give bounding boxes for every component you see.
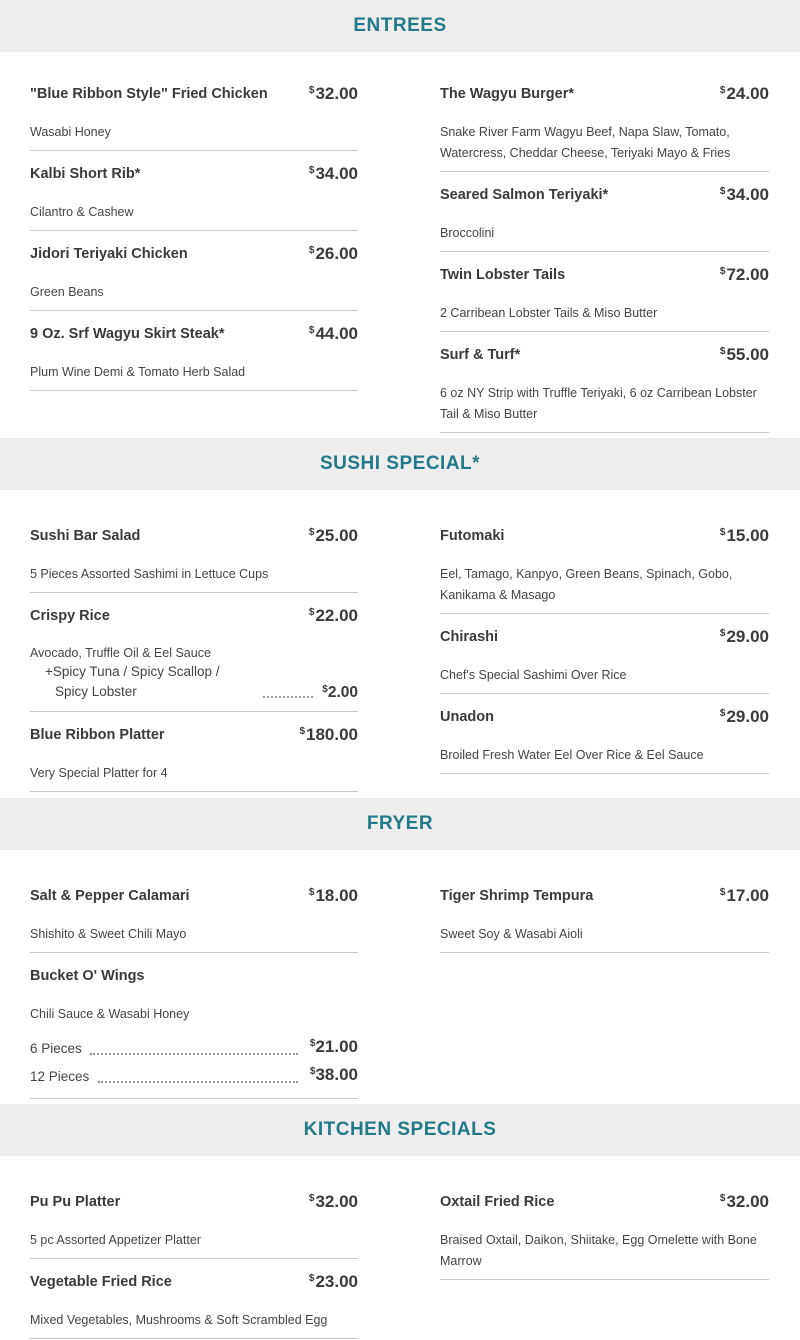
menu-item (30, 246, 358, 311)
item-price: $15.00 (719, 526, 769, 545)
item-name: Jidori Teriyaki Chicken (30, 246, 188, 262)
section-header-fryer (0, 798, 800, 850)
item-price: $18.00 (308, 886, 358, 905)
item-price: $29.00 (719, 627, 769, 646)
item-description: Broiled Fresh Water Eel Over Rice & Eel Sauce (440, 748, 704, 762)
section-header-entrees (0, 0, 800, 52)
item-name: Twin Lobster Tails (440, 267, 566, 283)
item-name: Futomaki (440, 528, 505, 544)
menu-item (30, 608, 358, 712)
size-option (30, 1063, 358, 1091)
item-price: $32.00 (308, 1192, 358, 1211)
menu-item (30, 968, 358, 1099)
dotted-leader (263, 696, 313, 698)
item-name: Pu Pu Platter (30, 1194, 121, 1210)
menu-item (440, 187, 769, 252)
item-name: Surf & Turf* (440, 347, 521, 363)
item-description: Sweet Soy & Wasabi Aioli (440, 927, 583, 941)
item-name: Chirashi (440, 629, 499, 645)
menu-item (30, 86, 358, 151)
section-title: SUSHI SPECIAL* (319, 453, 481, 474)
item-price: $32.00 (719, 1192, 769, 1211)
item-name: 9 Oz. Srf Wagyu Skirt Steak* (30, 326, 225, 342)
menu-item (30, 326, 358, 391)
size-price: $21.00 (309, 1037, 358, 1056)
item-price: $32.00 (308, 84, 358, 103)
item-price: $25.00 (308, 526, 358, 545)
item-description: Avocado, Truffle Oil & Eel Sauce (30, 646, 211, 660)
item-description: Very Special Platter for 4 (30, 766, 168, 780)
section-header-kitchen (0, 1104, 800, 1156)
item-addon: +Spicy Tuna / Spicy Scallop / Spicy Lobster $2.00 (45, 664, 358, 701)
item-description: Cilantro & Cashew (30, 205, 134, 219)
item-description: 5 pc Assorted Appetizer Platter (30, 1233, 201, 1247)
menu-item (440, 267, 769, 332)
item-name: Oxtail Fried Rice (440, 1194, 555, 1210)
menu-item (440, 86, 769, 172)
menu-item (30, 1194, 358, 1259)
item-description: Shishito & Sweet Chili Mayo (30, 927, 187, 941)
item-price: $72.00 (719, 265, 769, 284)
menu-item (30, 166, 358, 231)
item-description: Mixed Vegetables, Mushrooms & Soft Scrambled Egg (30, 1313, 328, 1327)
item-price: $34.00 (308, 164, 358, 183)
item-name: Kalbi Short Rib* (30, 166, 141, 182)
section-title: FRYER (366, 813, 434, 834)
item-description: Chili Sauce & Wasabi Honey (30, 1007, 190, 1021)
item-price: $17.00 (719, 886, 769, 905)
menu-item (440, 629, 769, 694)
item-description: 6 oz NY Strip with Truffle Teriyaki, 6 oz Carribean Lobster Tail & Miso Butter (440, 386, 757, 421)
menu-item (30, 528, 358, 593)
item-name: Tiger Shrimp Tempura (440, 888, 594, 904)
menu-item (440, 528, 769, 614)
item-name: Vegetable Fried Rice (30, 1274, 172, 1290)
item-name: The Wagyu Burger* (440, 86, 575, 102)
item-description: Green Beans (30, 285, 104, 299)
menu-item (30, 727, 358, 792)
item-price: $55.00 (719, 345, 769, 364)
item-price: $34.00 (719, 185, 769, 204)
item-name: Sushi Bar Salad (30, 528, 141, 544)
item-description: Eel, Tamago, Kanpyo, Green Beans, Spinach, Gobo, Kanikama & Masago (440, 567, 733, 602)
menu-item (440, 709, 769, 774)
dotted-leader (98, 1081, 298, 1083)
section-title: KITCHEN SPECIALS (303, 1119, 497, 1140)
item-price: $24.00 (719, 84, 769, 103)
item-description: 5 Pieces Assorted Sashimi in Lettuce Cups (30, 567, 269, 581)
item-name: Unadon (440, 709, 494, 725)
item-description: Braised Oxtail, Daikon, Shiitake, Egg Omelette with Bone Marrow (440, 1233, 757, 1268)
section-header-sushi (0, 438, 800, 490)
item-description: Wasabi Honey (30, 125, 111, 139)
size-price: $38.00 (309, 1065, 358, 1084)
item-name: Seared Salmon Teriyaki* (440, 187, 609, 203)
addon-price: $2.00 (322, 684, 358, 701)
section-title: ENTREES (353, 15, 447, 36)
item-price: $29.00 (719, 707, 769, 726)
item-description: Broccolini (440, 226, 495, 240)
menu-item (440, 347, 769, 433)
item-description: Chef's Special Sashimi Over Rice (440, 668, 627, 682)
item-name: Salt & Pepper Calamari (30, 888, 190, 904)
item-name: Crispy Rice (30, 608, 110, 624)
item-price: $26.00 (308, 244, 358, 263)
size-option (30, 1035, 358, 1063)
item-price: $44.00 (308, 324, 358, 343)
dotted-leader (90, 1053, 298, 1055)
item-price: $23.00 (308, 1272, 358, 1291)
menu-item (30, 1274, 358, 1339)
menu-item (440, 888, 769, 953)
item-description: Snake River Farm Wagyu Beef, Napa Slaw, Tomato, Watercress, Cheddar Cheese, Teriyaki Mayo & Fries (440, 125, 731, 160)
item-name: Blue Ribbon Platter (30, 727, 165, 743)
size-label: 12 Pieces (30, 1069, 90, 1084)
item-name: Bucket O' Wings (30, 968, 145, 984)
item-description: 2 Carribean Lobster Tails & Miso Butter (440, 306, 658, 320)
item-price: $22.00 (308, 606, 358, 625)
menu-item (440, 1194, 769, 1280)
item-price: $180.00 (299, 725, 358, 744)
menu-item (30, 888, 358, 953)
item-description: Plum Wine Demi & Tomato Herb Salad (30, 365, 246, 379)
item-name: "Blue Ribbon Style" Fried Chicken (30, 86, 268, 102)
size-label: 6 Pieces (30, 1041, 82, 1056)
